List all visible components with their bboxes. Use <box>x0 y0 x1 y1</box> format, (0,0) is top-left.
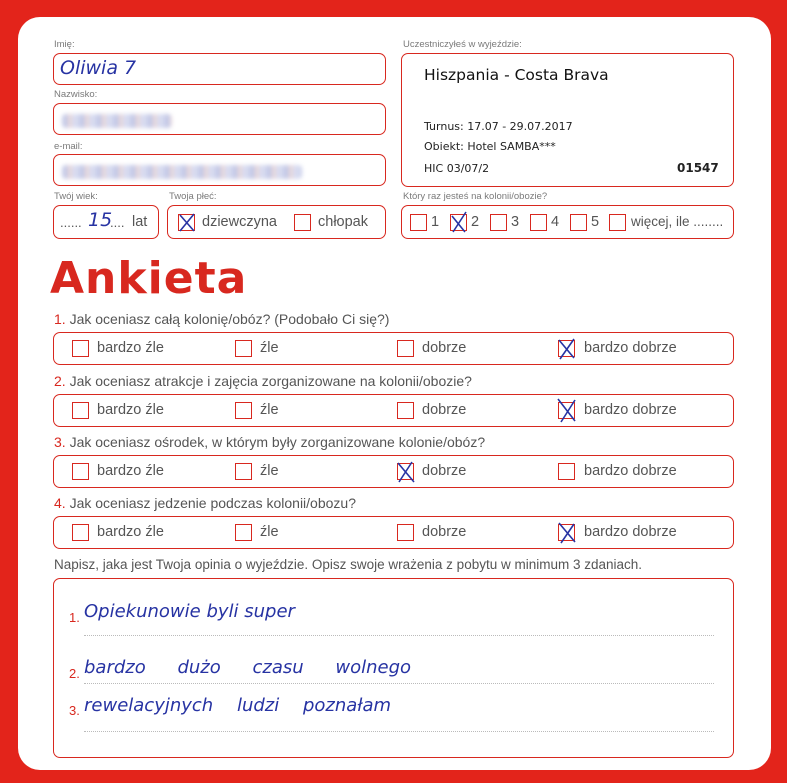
q4-zle-checkbox[interactable] <box>235 524 252 541</box>
trip-label: Uczestniczyłeś w wyjeździe: <box>403 39 522 50</box>
count-2-checkbox[interactable] <box>450 214 467 231</box>
q1-bardzo-dobrze-label: bardzo dobrze <box>584 340 677 356</box>
q3-bardzo-zle-label: bardzo źle <box>97 463 164 479</box>
question-2-text: Jak oceniasz atrakcje i zajęcia zorganizowane na kolonii/obozie? <box>69 373 472 389</box>
count-1-checkbox[interactable] <box>410 214 427 231</box>
email-field[interactable] <box>53 154 386 186</box>
q1-bardzo-zle-label: bardzo źle <box>97 340 164 356</box>
colony-count-field <box>401 205 734 239</box>
question-1 <box>54 311 389 327</box>
colony-count-label: Który raz jesteś na kolonii/obozie? <box>403 191 548 202</box>
q4-bardzo-dobrze-label: bardzo dobrze <box>584 524 677 540</box>
count-4-checkbox[interactable] <box>530 214 547 231</box>
age-label: Twój wiek: <box>54 191 98 202</box>
q4-zle-label: źle <box>260 524 279 540</box>
trip-obiekt: Obiekt: Hotel SAMBA*** <box>424 140 556 153</box>
q3-dobrze-label: dobrze <box>422 463 467 479</box>
count-1-label: 1 <box>431 214 440 230</box>
question-1-number: 1. <box>54 311 66 327</box>
count-2-label: 2 <box>471 214 480 230</box>
age-unit: lat <box>132 214 148 230</box>
q2-bardzo-zle-checkbox[interactable] <box>72 402 89 419</box>
surname-field[interactable] <box>53 103 386 135</box>
q1-zle-label: źle <box>260 340 279 356</box>
gender-girl-label: dziewczyna <box>202 214 277 230</box>
gender-boy-label: chłopak <box>318 214 368 230</box>
age-dots-after: .... <box>110 215 125 230</box>
q2-dobrze-checkbox[interactable] <box>397 402 414 419</box>
question-3-number: 3. <box>54 434 66 450</box>
question-4-answers <box>53 516 734 549</box>
question-4 <box>54 495 356 511</box>
q2-zle-checkbox[interactable] <box>235 402 252 419</box>
survey-title: Ankieta <box>50 253 248 304</box>
question-2-number: 2. <box>54 373 66 389</box>
count-3-label: 3 <box>511 214 520 230</box>
survey-sheet <box>18 17 771 770</box>
age-value: 15 <box>88 209 113 231</box>
age-dots-before: ...... <box>60 215 82 230</box>
question-1-answers <box>53 332 734 365</box>
gender-field <box>167 205 386 239</box>
q3-dobrze-checkbox[interactable] <box>397 463 414 480</box>
trip-destination: Hiszpania - Costa Brava <box>424 66 609 84</box>
opinion-line-1-number: 1. <box>69 610 80 625</box>
surname-redacted <box>62 114 172 128</box>
q3-bardzo-zle-checkbox[interactable] <box>72 463 89 480</box>
trip-number: 01547 <box>677 161 719 175</box>
count-5-checkbox[interactable] <box>570 214 587 231</box>
opinion-line-3-number: 3. <box>69 703 80 718</box>
q4-bardzo-zle-label: bardzo źle <box>97 524 164 540</box>
question-2-answers <box>53 394 734 427</box>
opinion-prompt: Napisz, jaka jest Twoja opinia o wyjeździe. Opisz swoje wrażenia z pobytu w minimum 3 zdaniach. <box>54 557 643 572</box>
trip-box <box>401 53 734 187</box>
opinion-line-1-text: Opiekunowie byli super <box>84 601 295 622</box>
question-4-text: Jak oceniasz jedzenie podczas kolonii/obozu? <box>69 495 356 511</box>
question-1-text: Jak oceniasz całą kolonię/obóz? (Podobało Ci się?) <box>69 311 390 327</box>
opinion-line-2-text: bardzo dużo czasu wolnego <box>84 657 412 678</box>
q2-bardzo-dobrze-label: bardzo dobrze <box>584 402 677 418</box>
opinion-line-3-text: rewelacyjnych ludzi poznałam <box>84 695 392 716</box>
opinion-box[interactable] <box>53 578 734 758</box>
q2-zle-label: źle <box>260 402 279 418</box>
count-5-label: 5 <box>591 214 600 230</box>
age-field[interactable] <box>53 205 159 239</box>
q1-bardzo-zle-checkbox[interactable] <box>72 340 89 357</box>
opinion-rule-3 <box>84 731 714 732</box>
opinion-rule-1 <box>84 635 714 636</box>
q1-dobrze-label: dobrze <box>422 340 467 356</box>
opinion-line-2-number: 2. <box>69 666 80 681</box>
count-more-checkbox[interactable] <box>609 214 626 231</box>
trip-turnus: Turnus: 17.07 - 29.07.2017 <box>424 120 573 133</box>
surname-label: Nazwisko: <box>54 89 98 100</box>
q3-bardzo-dobrze-label: bardzo dobrze <box>584 463 677 479</box>
q4-bardzo-zle-checkbox[interactable] <box>72 524 89 541</box>
count-more-label: więcej, ile ........ <box>631 214 724 229</box>
gender-boy-checkbox[interactable] <box>294 214 311 231</box>
name-value: Oliwia 7 <box>60 57 137 79</box>
q1-bardzo-dobrze-checkbox[interactable] <box>558 340 575 357</box>
opinion-rule-2 <box>84 683 714 684</box>
q2-bardzo-dobrze-checkbox[interactable] <box>558 402 575 419</box>
question-2 <box>54 373 472 389</box>
question-4-number: 4. <box>54 495 66 511</box>
email-redacted <box>62 165 302 179</box>
trip-code: HIC 03/07/2 <box>424 162 490 175</box>
gender-label: Twoja płeć: <box>169 191 217 202</box>
question-3 <box>54 434 485 450</box>
question-3-answers <box>53 455 734 488</box>
name-field[interactable] <box>53 53 386 85</box>
q4-dobrze-checkbox[interactable] <box>397 524 414 541</box>
q3-zle-label: źle <box>260 463 279 479</box>
q4-dobrze-label: dobrze <box>422 524 467 540</box>
q3-bardzo-dobrze-checkbox[interactable] <box>558 463 575 480</box>
email-label: e-mail: <box>54 141 83 152</box>
name-label: Imię: <box>54 39 75 50</box>
q2-bardzo-zle-label: bardzo źle <box>97 402 164 418</box>
q3-zle-checkbox[interactable] <box>235 463 252 480</box>
q1-zle-checkbox[interactable] <box>235 340 252 357</box>
gender-girl-checkbox[interactable] <box>178 214 195 231</box>
count-4-label: 4 <box>551 214 560 230</box>
q4-bardzo-dobrze-checkbox[interactable] <box>558 524 575 541</box>
question-3-text: Jak oceniasz ośrodek, w którym były zorganizowane kolonie/obóz? <box>69 434 486 450</box>
count-3-checkbox[interactable] <box>490 214 507 231</box>
q2-dobrze-label: dobrze <box>422 402 467 418</box>
q1-dobrze-checkbox[interactable] <box>397 340 414 357</box>
